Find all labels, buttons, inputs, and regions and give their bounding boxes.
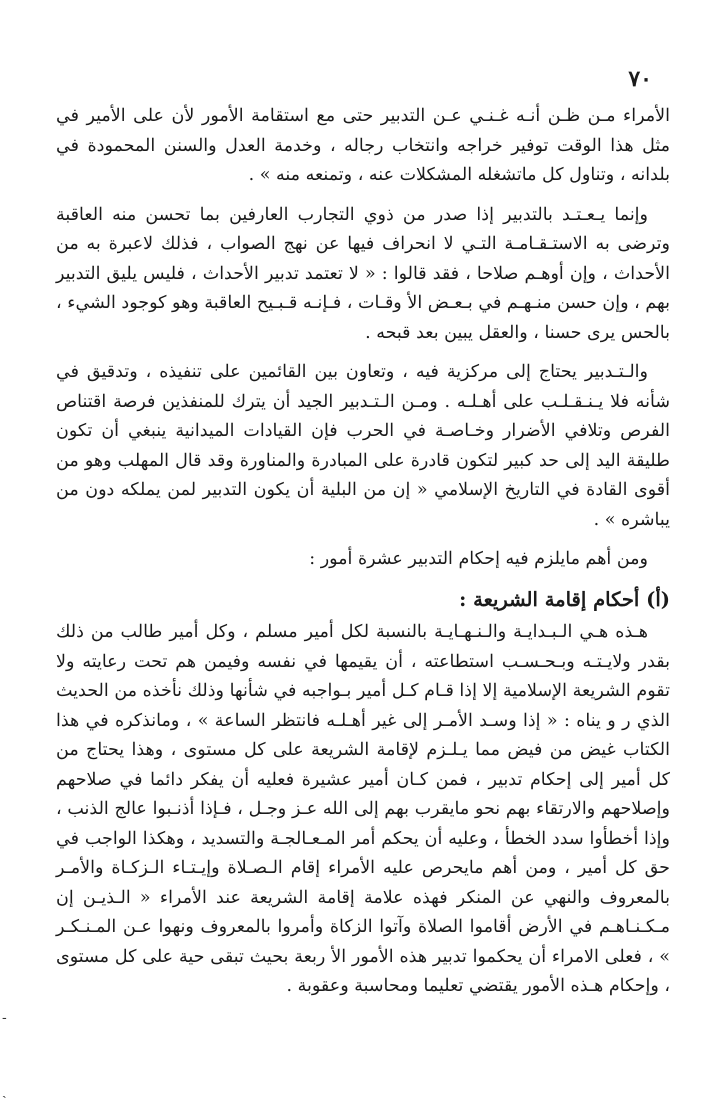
paragraph-3: والـتـدبير يحتاج إلى مركزية فيه ، وتعاون بين القائمين على تنفيذه ، وتدقيق في شأنه فلا يـنـقـلـب على أهـلـه . ومـن الـتـدبير الجيد أن يترك للمنفذين فرصة اقتناص الفرص وتلافي الأضرار وخـاصـة في الحرب فإن القيادات الميدانية ينبغي أن تكون طليقة اليد إلى حد كبير لتكون قادرة على المبادرة والمناورة وقد قال المهلب وهو من أقوى القادة في التاريخ الإسلامي « إن من البلية أن يكون التدبير لمن يملكه دون من يباشره » .: [56, 362, 670, 530]
margin-mark: ‑: [2, 1010, 7, 1026]
section-heading: (أ) أحكام إقامة الشريعة :: [459, 587, 670, 611]
paragraph-4: ومن أهم مايلزم فيه إحكام التدبير عشرة أمور :: [309, 549, 648, 569]
section-paragraph: هـذه هـي الـبـدايـة والـنـهـايـة بالنسبة لكل أمير مسلم ، وكل أمير طالب من ذلك بقدر ولايـتـه وبـحـسـب استطاعته ، أن يقيمها في نفسه وفيمن هم تحت رعايته ولا تقوم الشريعة الإسلامية إلا إذا قـام كـل أمير بـواجبه في شأنها وذلك نأخذه من الحديث الذي ر و يناه : « إذا وسـد الأمـر إلى غير أهـلـه فانتظر الساعة » ، ومانذكره في هذا الكتاب غيض من فيض مما يـلـزم لإقامة الشريعة على كل مستوى ، وهذا يحتاج من كل أمير إلى إحكام تدبير ، فمن كـان أمير عشيرة فعليه أن يفكر دائما في صلاحهم وإصلاحهم والارتقاء بهم نحو مايقرب بهم إلى الله عـز وجـل ، فـإذا أذنـبوا عالج الذنب ، وإذا أخطأوا سدد الخطأ ، وعليه أن يحكم أمر المـعـالجـة والتسديد ، وهكذا الواجب في حق كل أمير ، ومن أهم مايحرص عليه الأمراء إقام الـصـلاة وإيـتـاء الـزكـاة والأمـر بالمعروف والنهي عن المنكر فهذه علامة إقامة الشريعة عند الأمراء « الـذيـن إن مـكـنـاهـم في الأرض أقاموا الصلاة وآتوا الزكاة وأمروا بالمعروف ونهوا عـن المـنـكـر » ، فعلى الامراء أن يحكموا تدبير هذه الأمور الأ ربعة بحيث تبقى حية على كل مستوى ، وإحكام هـذه الأمور يقتضي تعليما ومحاسبة وعقوبة .: [56, 622, 670, 996]
page-number: ٧٠: [628, 66, 652, 92]
page-body: [56, 102, 670, 1012]
margin-mark: ˎ: [2, 1083, 7, 1099]
paragraph-1: الأمراء مـن ظـن أنـه غـنـي عـن التدبير حتى مع استقامة الأمور لأن على الأمير في مثل هذا الوقت توفير خراجه وانتخاب رجاله ، وخدمة العدل والسنن المحمودة في بلدانه ، وتناول كل ماتشغله المشكلات عنه ، وتمنعه منه » .: [56, 106, 670, 185]
paragraph-2: وإنما يـعـتـد بالتدبير إذا صدر من ذوي التجارب العارفين بما تحسن منه العاقبة وترضى به الاستـقـامـة التـي لا انحراف فيها عن نهج الصواب ، فذلك لاعبرة به من الأحداث ، وإن أوهـم صلاحا ، فقد قالوا : « لا تعتمد تدبير الأحداث ، فليس يليق التدبير بهم ، وإن حسن منـهـم في بـعـض الأ وقـات ، فـإنـه قـبـيح العاقبة وهو كوجود الشيء ، بالحس يرى حسنا ، والعقل يبين بعد قبحه .: [56, 204, 670, 343]
